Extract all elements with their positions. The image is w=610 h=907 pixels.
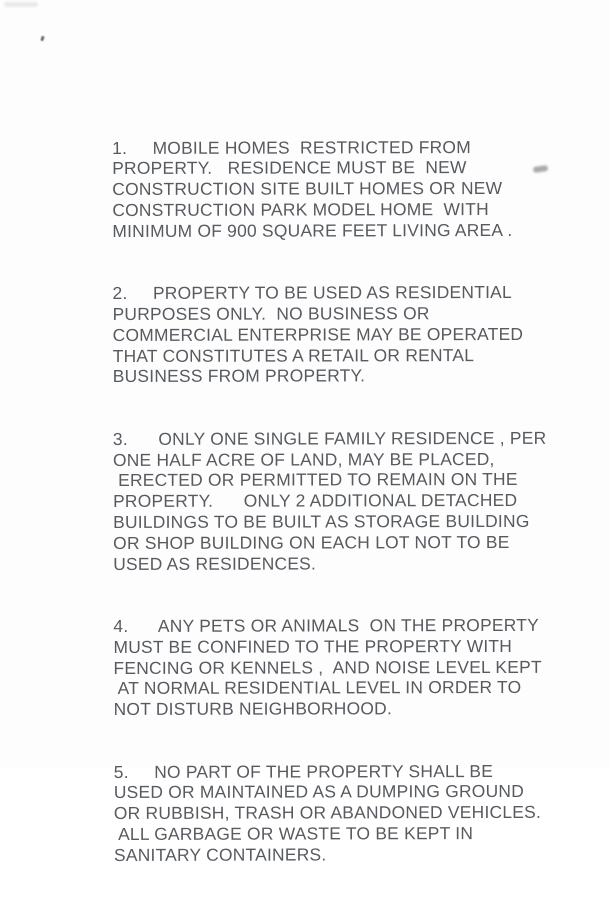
covenant-item-2: 2. PROPERTY TO BE USED AS RESIDENTIAL PURPOSES ONLY. NO BUSINESS OR COMMERCIAL ENTERPRISE MAY BE OPERATED THAT CONSTITUTES A RETAIL OR RENTAL BUSINESS FROM PROPERTY. xyxy=(112,282,524,387)
scan-edge-smudge xyxy=(4,2,38,7)
covenant-item-4: 4. ANY PETS OR ANIMALS ON THE PROPERTY MUST BE CONFINED TO THE PROPERTY WITH FENCING OR KENNELS , AND NOISE LEVEL KEPT AT NORMAL RESIDENTIAL LEVEL IN ORDER TO NOT DISTURB NEIGHBORHOOD. xyxy=(113,614,542,720)
covenant-item-5: 5. NO PART OF THE PROPERTY SHALL BE USED OR MAINTAINED AS A DUMPING GROUND OR RUBBISH, TRASH OR ABANDONED VEHICLES. ALL GARBAGE OR WASTE TO BE KEPT IN SANITARY CONTAINERS. xyxy=(113,760,542,865)
ink-speck xyxy=(40,36,44,42)
smudge-mark xyxy=(533,165,549,173)
restrictions-text-block xyxy=(112,95,547,907)
covenant-item-3: 3. ONLY ONE SINGLE FAMILY RESIDENCE , PER ONE HALF ACRE OF LAND, MAY BE PLACED, ERECTED OR PERMITTED TO REMAIN ON THE PROPERTY. ONLY 2 ADDITIONAL DETACHED BUILDINGS TO BE BUILT AS STORAGE BUILDING OR SHOP BUILDING ON EACH LOT NOT TO BE USED AS RESIDENCES. xyxy=(112,427,547,574)
covenant-item-1: 1. MOBILE HOMES RESTRICTED FROM PROPERTY. RESIDENCE MUST BE NEW CONSTRUCTION SITE BUILT HOMES OR NEW CONSTRUCTION PARK MODEL HOME WITH MINIMUM OF 900 SQUARE FEET LIVING AREA . xyxy=(112,136,513,241)
